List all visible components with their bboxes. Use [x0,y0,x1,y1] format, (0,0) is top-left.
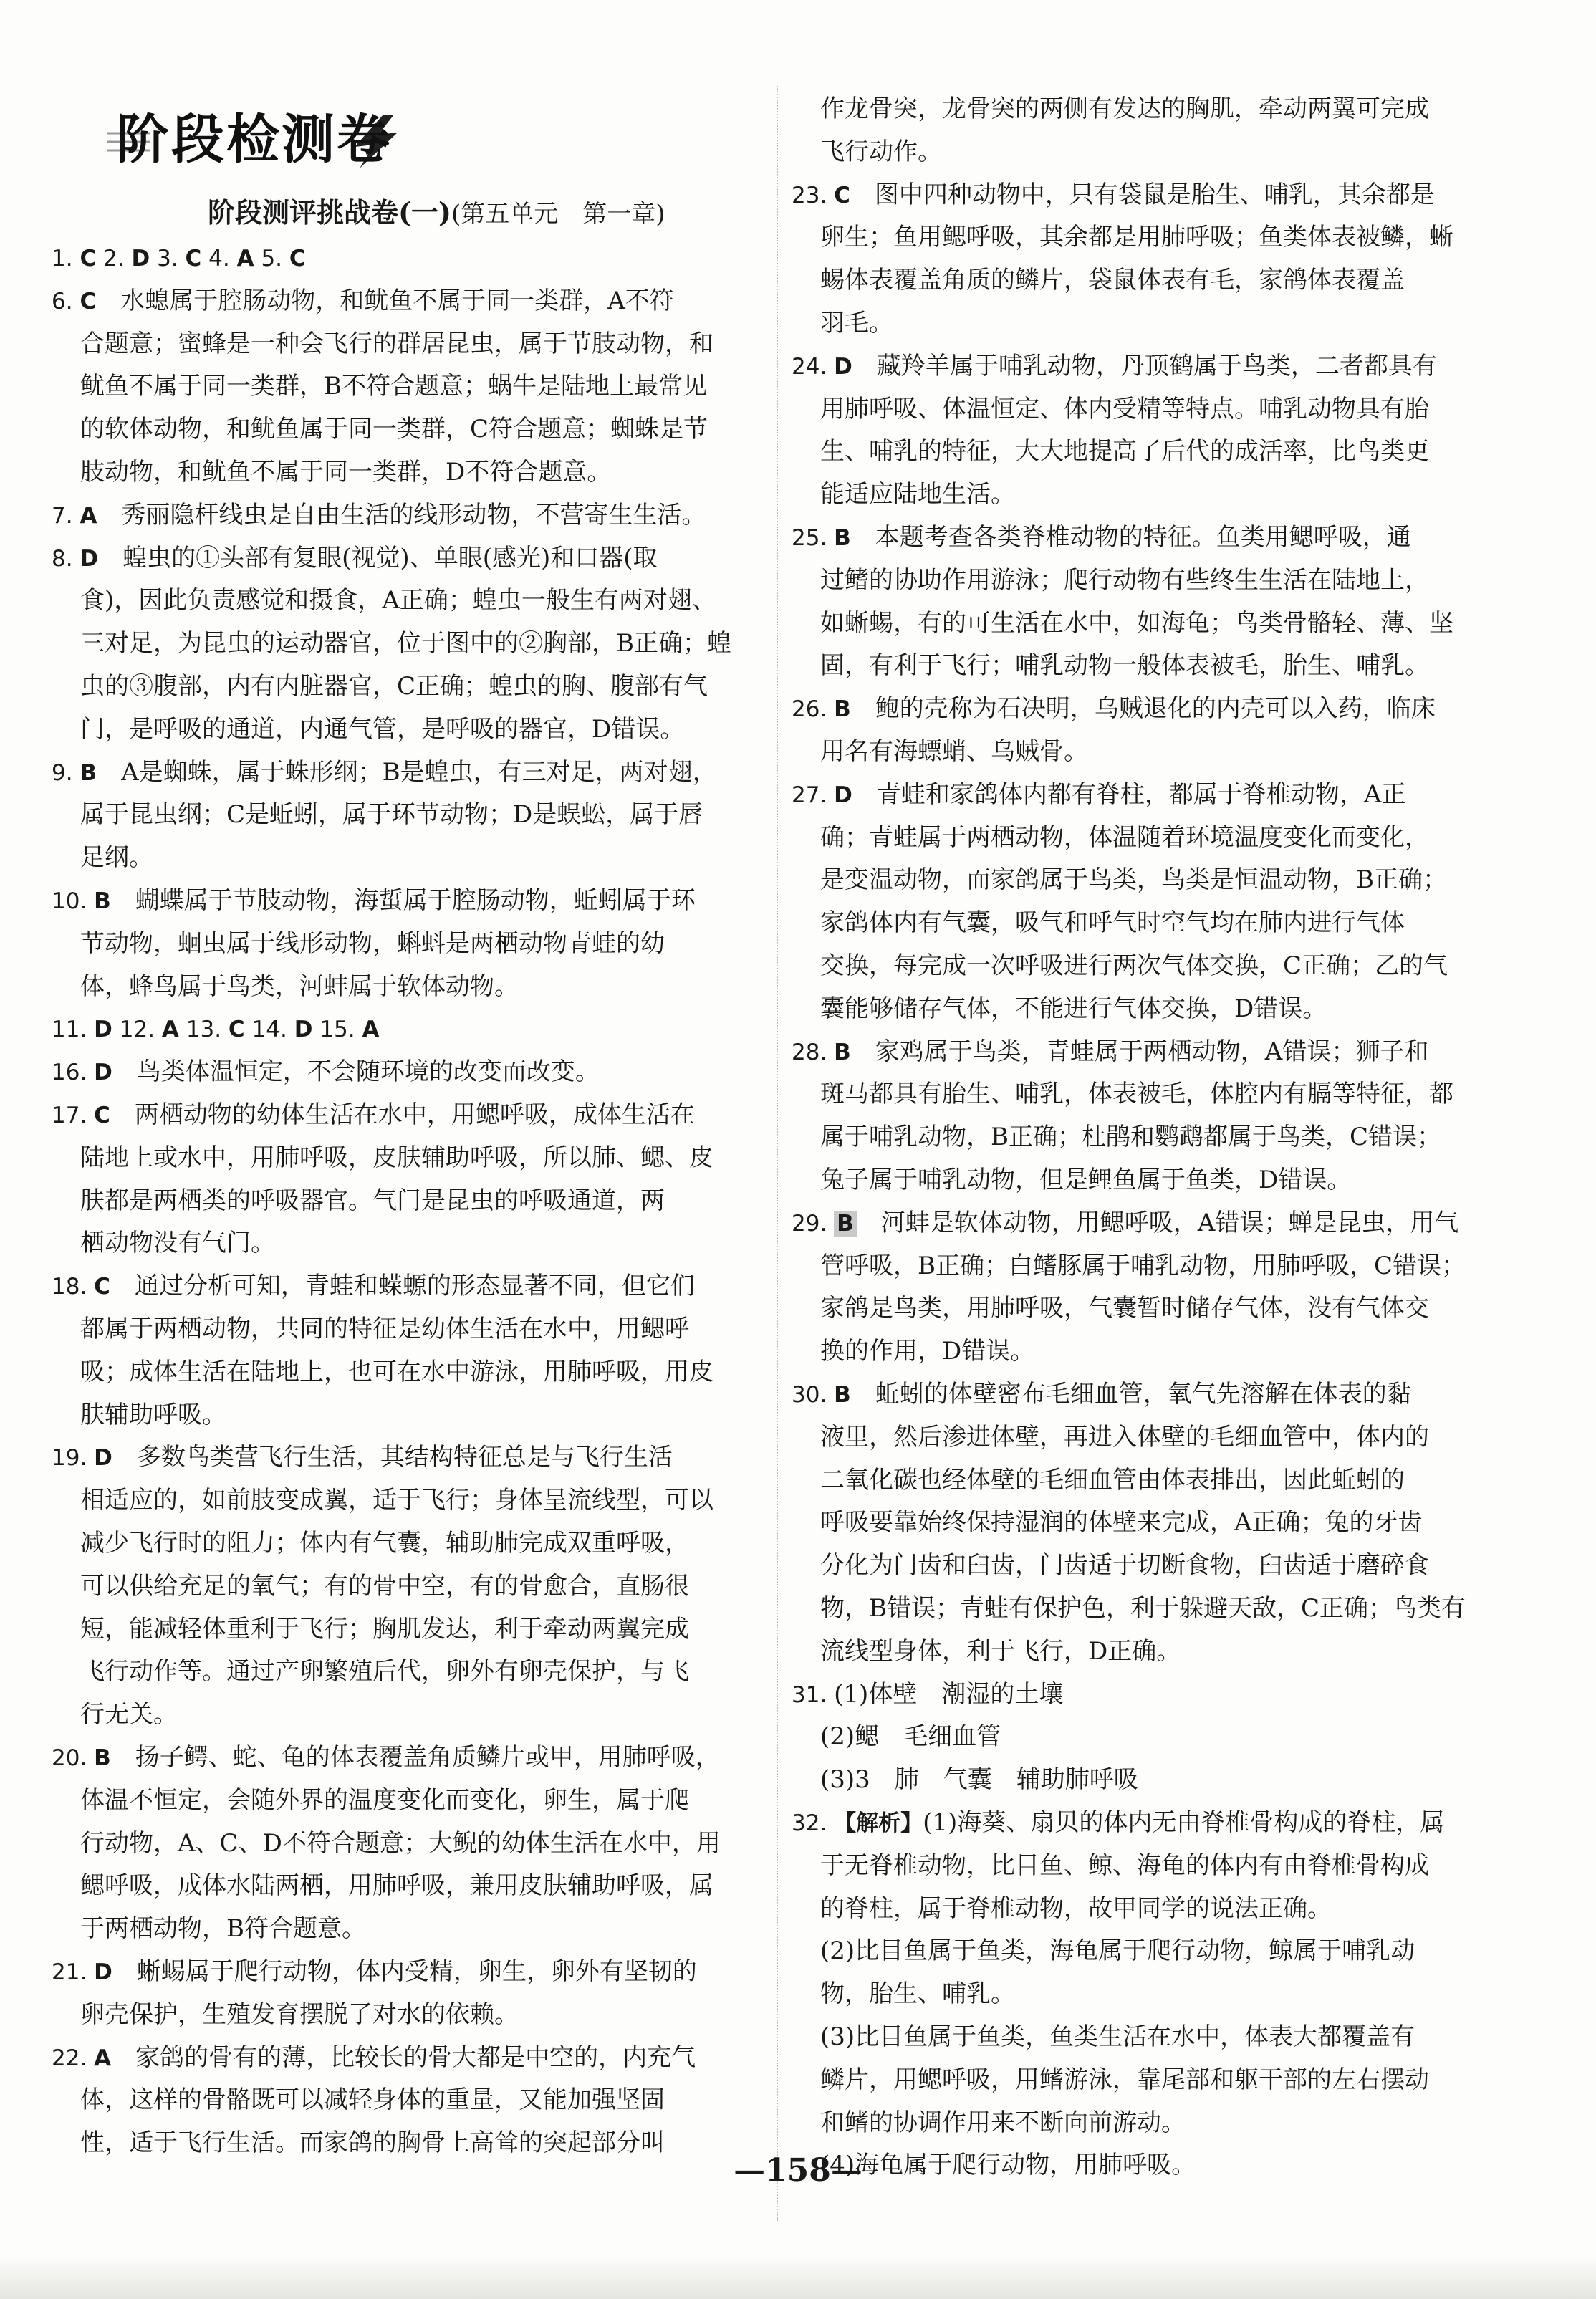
answer-line [52,1099,695,1131]
question-number: 31. [792,1681,835,1708]
answer-text: 吸；成体生活在陆地上，也可在水中游泳，用肺呼吸，用皮 [80,1357,713,1386]
answer-text: 栖动物没有气门。 [80,1229,275,1258]
answer-line [52,2042,696,2074]
answer-line [820,907,1405,939]
answer-letter: D [834,782,852,808]
question-number: 20. [52,1745,95,1771]
answer-text: (1)海葵、扇贝的体内无由脊椎骨构成的脊柱，属 [923,1808,1445,1837]
question-number: 25. [792,525,835,551]
answer-line [80,928,665,959]
question-number: 27. [792,782,835,808]
answer-text: 固，有利于飞行；哺乳动物一般体表被毛，胎生、哺乳。 [820,651,1429,681]
answer-letter: D [94,1017,112,1043]
answer-text: 三对足，为昆虫的运动器官，位于图中的②胸部，B正确；蝗 [80,629,731,658]
answer-text: 卵壳保护，生殖发育摆脱了对水的依赖。 [80,2000,519,2029]
answer-text: 于两栖动物，B符合题意。 [80,1914,366,1944]
question-number: 13. [178,1017,229,1043]
answer-text: 体，这样的骨骼既可以减轻身体的重量，又能加强坚固 [80,2086,665,2115]
answer-text: 液里，然后渗进体壁，再进入体壁的毛细血管中，体内的 [820,1422,1429,1451]
answer-line [820,993,1327,1024]
answer-line [820,1078,1453,1110]
question-number: 22. [52,2045,95,2071]
answer-letter: D [80,545,99,572]
answer-letter: C [80,288,97,315]
answer-letter: A [80,502,97,529]
answer-text: 如蜥蜴，有的可生活在水中，如海龟；鸟类骨骼轻、薄、坚 [820,608,1453,638]
question-number: 4. [201,246,237,272]
answer-text: 流线型身体，利于飞行，D正确。 [820,1636,1181,1666]
answer-text: 短，能减轻体重利于飞行；胸肌发达，利于牵动两翼完成 [80,1614,689,1643]
answer-text: 过鳍的协助作用游泳；爬行动物有些终生生活在陆地上， [820,565,1429,595]
answer-text: 交换，每完成一次呼吸进行两次气体交换，C正确；乙的气 [820,951,1448,980]
answer-text: A是蜘蛛，属于蛛形纲；B是蝗虫，有三对足，两对翅， [97,757,717,787]
answer-line [820,1335,1034,1367]
answer-line [80,1484,713,1516]
answer-text: 能适应陆地生活。 [820,480,1015,509]
answer-text: 蜴体表覆盖角质的鳞片，袋鼠体表有毛，家鸽体表覆盖 [820,266,1405,295]
question-number: 16. [52,1060,95,1086]
answer-line [820,736,1088,767]
answer-text: 河蚌是软体动物，用鳃呼吸，A错误；蝉是昆虫，用气 [856,1208,1459,1237]
answer-text: 性，适于飞行生活。而家鸽的胸骨上高耸的突起部分叫 [80,2128,665,2158]
answer-text: 肢动物，和鱿鱼不属于同一类群，D不符合题意。 [80,458,612,486]
answer-text: 和鳍的协调作用来不断向前游动。 [820,2108,1186,2137]
question-number: 3. [150,246,186,272]
answer-text: 多数鸟类营飞行生活，其结构特征总是与飞行生活 [112,1443,673,1472]
answer-line [820,1507,1423,1538]
answer-text: 二氧化碳也经体壁的毛细血管由体表排出，因此蚯蚓的 [820,1465,1405,1494]
answer-line [820,1164,1351,1196]
answer-text: 减少飞行时的阻力；体内有气囊，辅助肺完成双重呼吸， [80,1529,689,1558]
answer-text: (4)海龟属于爬行动物，用肺呼吸。 [820,2151,1196,2180]
answer-line [80,1227,275,1259]
answer-text: 食)，因此负责感觉和摄食，A正确；蝗虫一般生有两对翅、 [80,586,716,615]
answer-line [792,179,1435,211]
answer-text: 门，是呼吸的通道，内通气管，是呼吸的器官，D错误。 [80,714,685,744]
question-number: 23. [792,182,835,208]
answer-letter: C [289,246,306,272]
answer-text: (2)比目鱼属于鱼类，海龟属于爬行动物，鲸属于哺乳动 [820,1936,1415,1966]
subtitle-note: (第五单元 第一章) [451,200,665,229]
answer-text: 鳃呼吸，成体水陆两栖，用肺呼吸，兼用皮肤辅助呼吸，属 [80,1871,713,1901]
answer-letter: B [94,1745,111,1771]
answer-line [52,885,696,917]
answer-text: (1)体壁 潮湿的土壤 [834,1679,1064,1709]
question-number: 6. [52,288,80,315]
answer-line [792,779,1405,811]
answer-line [820,1764,1138,1795]
answer-line [820,1421,1429,1453]
answer-line [820,1850,1429,1881]
answer-line [792,1679,1063,1711]
answer-line [80,370,707,402]
question-number: 21. [52,1959,95,1985]
answer-text: 鲍的壳称为石决明，乌贼退化的内壳可以入药，临床 [850,694,1436,724]
answer-line [52,1013,379,1045]
question-number: 28. [792,1039,835,1065]
answer-text: 分化为门齿和臼齿，门齿适于切断食物，臼齿适于磨碎食 [820,1551,1429,1580]
question-number: 30. [792,1382,835,1408]
answer-line [820,1636,1181,1667]
answer-line [820,1464,1405,1496]
answer-text: 都属于两栖动物，共同的特征是幼体生活在水中，用鳃呼 [80,1315,689,1343]
answer-letter: C [834,182,850,208]
answer-letter: B [94,888,111,914]
answer-line [820,950,1448,981]
answer-line [52,1056,600,1088]
answer-line [820,1593,1466,1624]
answer-letter: A [236,246,254,272]
answer-text: 蜥蜴属于爬行动物，体内受精，卵生，卵外有坚韧的 [112,1957,697,1986]
answer-letter: B [834,1382,851,1408]
answer-line [820,2021,1415,2053]
answer-letter: D [131,246,150,272]
answer-line [52,1270,695,1302]
answer-line [820,479,1015,510]
question-number: 24. [792,353,835,380]
answer-letter: A [94,2045,112,2071]
answer-letter: C [94,1274,110,1300]
answer-line [80,1142,713,1174]
answer-letter: D [294,1017,313,1043]
question-number: 19. [52,1445,95,1472]
answer-line [52,242,306,274]
answer-text: 的软体动物，和鱿鱼属于同一类群，C符合题意；蜘蛛是节 [80,415,708,444]
answer-text: 家鸡属于鸟类，青蛙属于两栖动物，A错误；狮子和 [850,1037,1429,1066]
answer-text: 斑马都具有胎生、哺乳，体表被毛，体腔内有膈等特征，都 [820,1080,1453,1109]
answer-line [820,1550,1429,1581]
answer-text: 鱿鱼不属于同一类群，B不符合题意；蜗牛是陆地上最常见 [80,372,707,401]
answer-text: 行动物，A、C、D不符合题意；大鲵的幼体生活在水中，用 [80,1828,721,1858]
answer-letter: D [834,353,852,380]
answer-line [820,136,942,168]
answer-line [792,1036,1428,1068]
question-number: 7. [52,502,80,529]
answer-line [820,2107,1186,2139]
answer-text: 扬子鳄、蛇、龟的体表覆盖角质鳞片或甲，用肺呼吸， [110,1743,720,1772]
answer-letter: C [94,1103,110,1128]
page-bottom-shadow [0,2257,1596,2299]
question-number: 2. [96,246,132,272]
question-number: 14. [244,1017,294,1043]
answer-line [80,671,708,702]
answer-line [820,1978,1015,2010]
answer-text: 物，B错误；青蛙有保护色，利于躲避天敌，C正确；鸟类有 [820,1594,1466,1623]
answer-text: 物，胎生、哺乳。 [820,1979,1015,2009]
answer-line [820,2064,1429,2096]
answer-text: 秀丽隐杆线虫是自由生活的线形动物，不营寄生生活。 [97,500,706,529]
answer-line [52,1956,697,1988]
answer-line [820,1292,1429,1324]
answer-letter: A [161,1017,179,1043]
answer-text: 生、哺乳的特征，大大地提高了后代的成活率，比鸟类更 [820,437,1429,466]
answer-line [820,864,1447,896]
answer-letter: D [94,1959,112,1985]
question-number: 26. [792,696,835,723]
question-number: 17. [52,1103,95,1128]
answer-line [820,565,1429,596]
question-number: 1. [52,246,80,272]
answer-text: 属于昆虫纲；C是蚯蚓，属于环节动物；D是蜈蚣，属于唇 [80,800,703,830]
answer-line [80,1399,226,1431]
answer-line [792,350,1437,383]
answer-line [52,542,658,575]
answer-text: 是变温动物，而家鸽属于鸟类，鸟类是恒温动物，B正确； [820,865,1447,895]
answer-letter: B [834,525,851,551]
answer-letter: D [94,1060,112,1086]
answer-line [80,1785,689,1816]
answer-line [820,1935,1415,1967]
answer-letter: C [185,246,202,272]
answer-text: 蝗虫的①头部有复眼(视觉)、单眼(感光)和口器(取 [98,543,658,572]
answer-letter: B [834,1211,857,1237]
answer-text: 青蛙和家鸽体内都有脊柱，都属于脊椎动物，A正 [852,779,1406,809]
answer-text: 可以供给充足的氧气；有的骨中空，有的骨愈合，直肠很 [80,1571,689,1600]
answer-line [80,1613,689,1645]
answer-line [820,1721,1001,1752]
answer-line [80,1999,519,2030]
answer-text: 虫的③腹部，内有内脏器官，C正确；蝗虫的胸、腹部有气 [80,672,708,701]
page-number: —158— [734,2152,862,2189]
answer-line [820,1121,1441,1153]
answer-text: 用肺呼吸、体温恒定、体内受精等特点。哺乳动物具有胎 [820,394,1429,423]
answer-line [80,1313,689,1345]
question-number: 5. [254,246,289,272]
answer-line [80,1527,689,1559]
answer-line [52,1742,720,1774]
analysis-label: 【解析】 [834,1810,923,1836]
answer-text: 兔子属于哺乳动物，但是鲤鱼属于鱼类，D错误。 [820,1166,1352,1194]
answer-line [52,499,706,532]
answer-line [80,585,716,616]
answer-line [80,628,731,659]
answer-line [80,328,713,360]
answer-text: 的脊柱，属于脊椎动物，故甲同学的说法正确。 [820,1894,1332,1923]
exam-subtitle [208,195,665,232]
question-number: 8. [52,545,80,572]
column-divider [777,86,778,2221]
answer-text: 水螅属于腔肠动物，和鱿鱼不属于同一类群，A不符 [96,286,674,315]
answer-text: 通过分析可知，青蛙和蝾螈的形态显著不同，但它们 [110,1272,695,1301]
answer-text: 行无关。 [80,1700,178,1729]
answer-line [820,393,1429,425]
answer-line [80,1570,689,1602]
answer-line [80,1870,713,1901]
answer-text: 节动物，蛔虫属于线形动物，蝌蚪是两栖动物青蛙的幼 [80,928,665,958]
answer-line [80,799,703,830]
answer-text: 蝴蝶属于节肢动物，海蜇属于腔肠动物，蚯蚓属于环 [110,886,696,915]
answer-text: 本题考查各类脊椎动物的特征。鱼类用鳃呼吸，通 [850,523,1411,552]
question-number: 18. [52,1274,95,1300]
answer-text: 相适应的，如前肢变成翼，适于飞行；身体呈流线型，可以 [80,1486,713,1515]
answer-text: 飞行动作。 [820,137,942,166]
answer-line [80,1656,689,1687]
answer-text: 图中四种动物中，只有袋鼠是胎生、哺乳，其余都是 [850,180,1435,209]
answer-letter: B [834,696,851,723]
answer-text: 用名有海螵蛸、乌贼骨。 [820,737,1088,766]
answer-line [820,93,1429,125]
question-number: 10. [52,888,95,914]
answer-line [80,413,708,445]
answer-text: 家鸽是鸟类，用肺呼吸，气囊暂时储存气体，没有气体交 [820,1294,1429,1323]
answer-line [80,2084,665,2116]
answer-text: 鳞片，用鳃呼吸，用鳍游泳，靠尾部和躯干部的左右摆动 [820,2065,1429,2094]
answer-line [52,1441,673,1474]
question-number: 12. [112,1017,162,1043]
header-title: 阶段检测卷 [116,109,392,171]
answer-letter: A [362,1017,380,1043]
answer-line [80,2127,665,2159]
answer-line [792,1378,1411,1411]
answer-letter: D [94,1445,112,1472]
answer-text: 藏羚羊属于哺乳动物，丹顶鹤属于鸟类，二者都具有 [852,351,1437,380]
answer-line [820,1250,1466,1282]
answer-line [792,522,1411,554]
answer-text: 换的作用，D错误。 [820,1337,1035,1366]
answer-text: 蚯蚓的体壁密布毛细血管，氧气先溶解在体表的黏 [850,1380,1411,1408]
answer-text: 属于哺乳动物，B正确；杜鹃和鹦鹉都属于鸟类，C错误； [820,1123,1441,1152]
subtitle-main: 阶段测评挑战卷(一) [208,196,451,229]
question-number: 29. [792,1210,835,1237]
question-number: 9. [52,759,80,786]
answer-line [820,1893,1332,1924]
answer-line [820,436,1429,467]
answer-text: 鸟类体温恒定，不会随环境的改变而改变。 [112,1057,600,1087]
answer-text: 足纲。 [80,843,153,873]
answer-text: 肤辅助呼吸。 [80,1400,226,1429]
answer-text: 飞行动作等。通过产卵繁殖后代，卵外有卵壳保护，与飞 [80,1657,689,1686]
answer-line [820,307,893,339]
question-number: 32. [792,1810,835,1836]
answer-letter: B [80,759,97,786]
answer-text: 合题意；蜜蜂是一种会飞行的群居昆虫，属于节肢动物，和 [80,329,713,358]
answer-line [80,842,153,873]
answer-line [80,1185,665,1216]
answer-line [792,1807,1444,1839]
answer-letter: C [80,246,97,272]
answer-text: 体，蜂鸟属于鸟类，河蚌属于软体动物。 [80,971,519,1001]
answer-text: 家鸽的骨有的薄，比较长的骨大都是中空的，内充气 [111,2043,696,2072]
answer-line [820,264,1405,296]
answer-line [52,285,674,317]
answer-letter: C [228,1017,245,1043]
answer-line [80,1913,366,1944]
question-number: 11. [52,1017,95,1043]
answer-text: 确；青蛙属于两栖动物，体温随着环境温度变化而变化， [820,822,1429,852]
answer-line [80,971,519,1002]
answer-text: (3)3 肺 气囊 辅助肺呼吸 [820,1765,1138,1795]
answer-line [792,693,1436,725]
answer-text: 呼吸要靠始终保持湿润的体壁来完成，A正确；兔的牙齿 [820,1508,1423,1537]
question-number: 15. [312,1017,362,1043]
section-header [107,107,408,172]
answer-line [80,1356,713,1388]
answer-text: 于无脊椎动物，比目鱼、鲸、海龟的体内有由脊椎骨构成 [820,1851,1429,1880]
answer-text: (3)比目鱼属于鱼类，鱼类生活在水中，体表大都覆盖有 [820,2022,1415,2051]
answer-text: 肤都是两栖类的呼吸器官。气门是昆虫的呼吸通道，两 [80,1186,665,1215]
answer-text: 两栖动物的幼体生活在水中，用鳃呼吸，成体生活在 [110,1100,695,1129]
answer-line [80,714,684,745]
answer-line [820,822,1429,853]
answer-line [80,1699,178,1730]
answer-text: 家鸽体内有气囊，吸气和呼气时空气均在肺内进行气体 [820,908,1405,938]
answer-text: 体温不恒定，会随外界的温度变化而变化，卵生，属于爬 [80,1785,689,1815]
answer-line [820,650,1429,681]
answer-letter: B [834,1039,851,1065]
answer-text: 羽毛。 [820,309,893,337]
answer-text: 管呼吸，B正确；白鳍豚属于哺乳动物，用肺呼吸，C错误； [820,1251,1466,1280]
answer-line [52,757,717,789]
answer-text: 陆地上或水中，用肺呼吸，皮肤辅助呼吸，所以肺、鳃、皮 [80,1143,713,1172]
answer-line [820,221,1453,253]
answer-text: (2)鳃 毛细血管 [820,1722,1001,1752]
answer-text: 作龙骨突，龙骨突的两侧有发达的胸肌，牵动两翼可完成 [820,95,1429,123]
answer-text: 囊能够储存气体，不能进行气体交换，D错误。 [820,994,1327,1023]
answer-text: 卵生；鱼用鳃呼吸，其余都是用肺呼吸；鱼类体表被鳞，蜥 [820,223,1453,252]
answer-line [80,1828,721,1859]
answer-line [820,608,1453,639]
answer-line [792,1207,1458,1239]
answer-line [80,456,611,488]
